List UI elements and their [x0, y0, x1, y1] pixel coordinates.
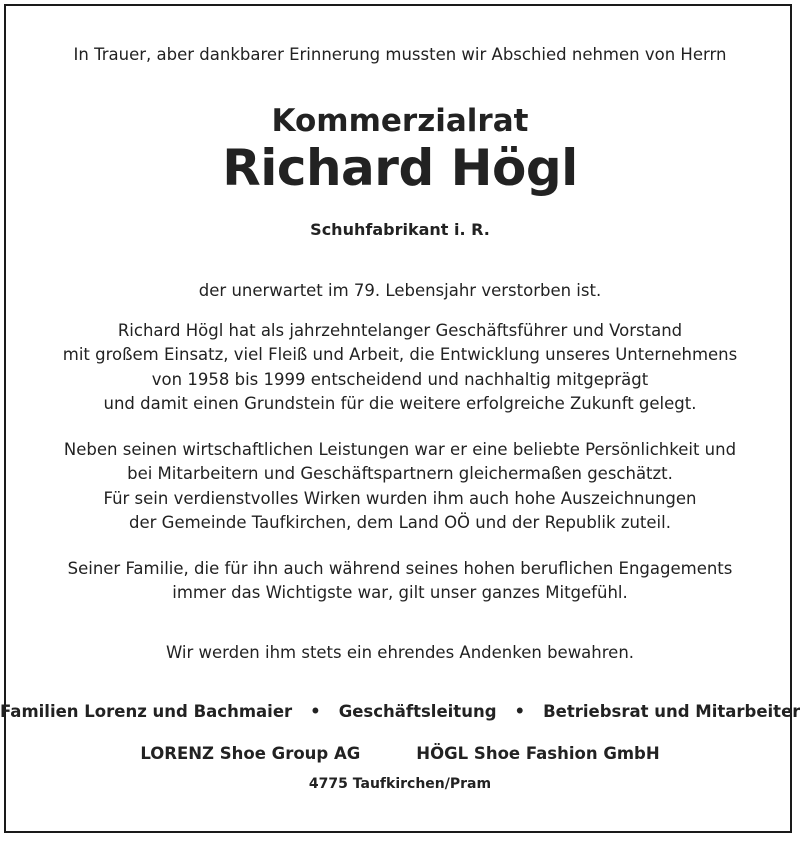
paragraph-family — [0, 557, 800, 606]
paragraph-line: Richard Högl hat als jahrzehntelanger Geschäftsführer und Vorstand — [117, 321, 683, 340]
signatory-staff: Betriebsrat und Mitarbeiter — [543, 702, 800, 721]
signatories — [0, 702, 800, 721]
bullet-separator: • — [514, 702, 526, 721]
honorific-title: Kommerzialrat — [271, 103, 529, 139]
place: 4775 Taufkirchen/Pram — [308, 776, 492, 792]
paragraph-line: mit großem Einsatz, viel Fleiß und Arbeit, die Entwicklung unseres Unternehmens — [62, 345, 738, 365]
paragraph-line: Seiner Familie, die für ihn auch während seines hohen beruflichen Engagements — [67, 559, 733, 578]
paragraph-line: bei Mitarbeitern und Geschäftspartnern gleichermaßen geschätzt. — [127, 464, 673, 484]
paragraph-line: Für sein verdienstvolles Wirken wurden ihm auch hohe Auszeichnungen — [103, 488, 697, 508]
companies — [0, 744, 800, 763]
signatory-families: Familien Lorenz und Bachmaier — [0, 702, 293, 721]
paragraph-career — [0, 319, 800, 416]
paragraph-line: immer das Wichtigste war, gilt unser ganzes Mitgefühl. — [172, 583, 628, 603]
intro-text: In Trauer, aber dankbarer Erinnerung mussten wir Abschied nehmen von Herrn — [73, 45, 727, 64]
occupation: Schuhfabrikant i. R. — [310, 220, 490, 239]
deceased-name: Richard Högl — [222, 139, 578, 197]
paragraph-line: Neben seinen wirtschaftlichen Leistungen war er eine beliebte Persönlichkeit und — [63, 440, 737, 459]
company-hoegl: HÖGL Shoe Fashion GmbH — [416, 744, 660, 763]
paragraph-line: und damit einen Grundstein für die weitere erfolgreiche Zukunft gelegt. — [103, 393, 697, 413]
bullet-separator: • — [310, 702, 321, 721]
paragraph-line: der Gemeinde Taufkirchen, dem Land OÖ und der Republik zuteil. — [129, 512, 671, 532]
paragraph-line: von 1958 bis 1999 entscheidend und nachhaltig mitgeprägt — [151, 369, 649, 389]
closing-text: Wir werden ihm stets ein ehrendes Andenken bewahren. — [165, 643, 635, 662]
company-lorenz: LORENZ Shoe Group AG — [140, 744, 361, 763]
death-line: der unerwartet im 79. Lebensjahr verstorben ist. — [198, 281, 602, 300]
paragraph-merits — [0, 438, 800, 535]
signatory-management: Geschäftsleitung — [338, 702, 497, 721]
